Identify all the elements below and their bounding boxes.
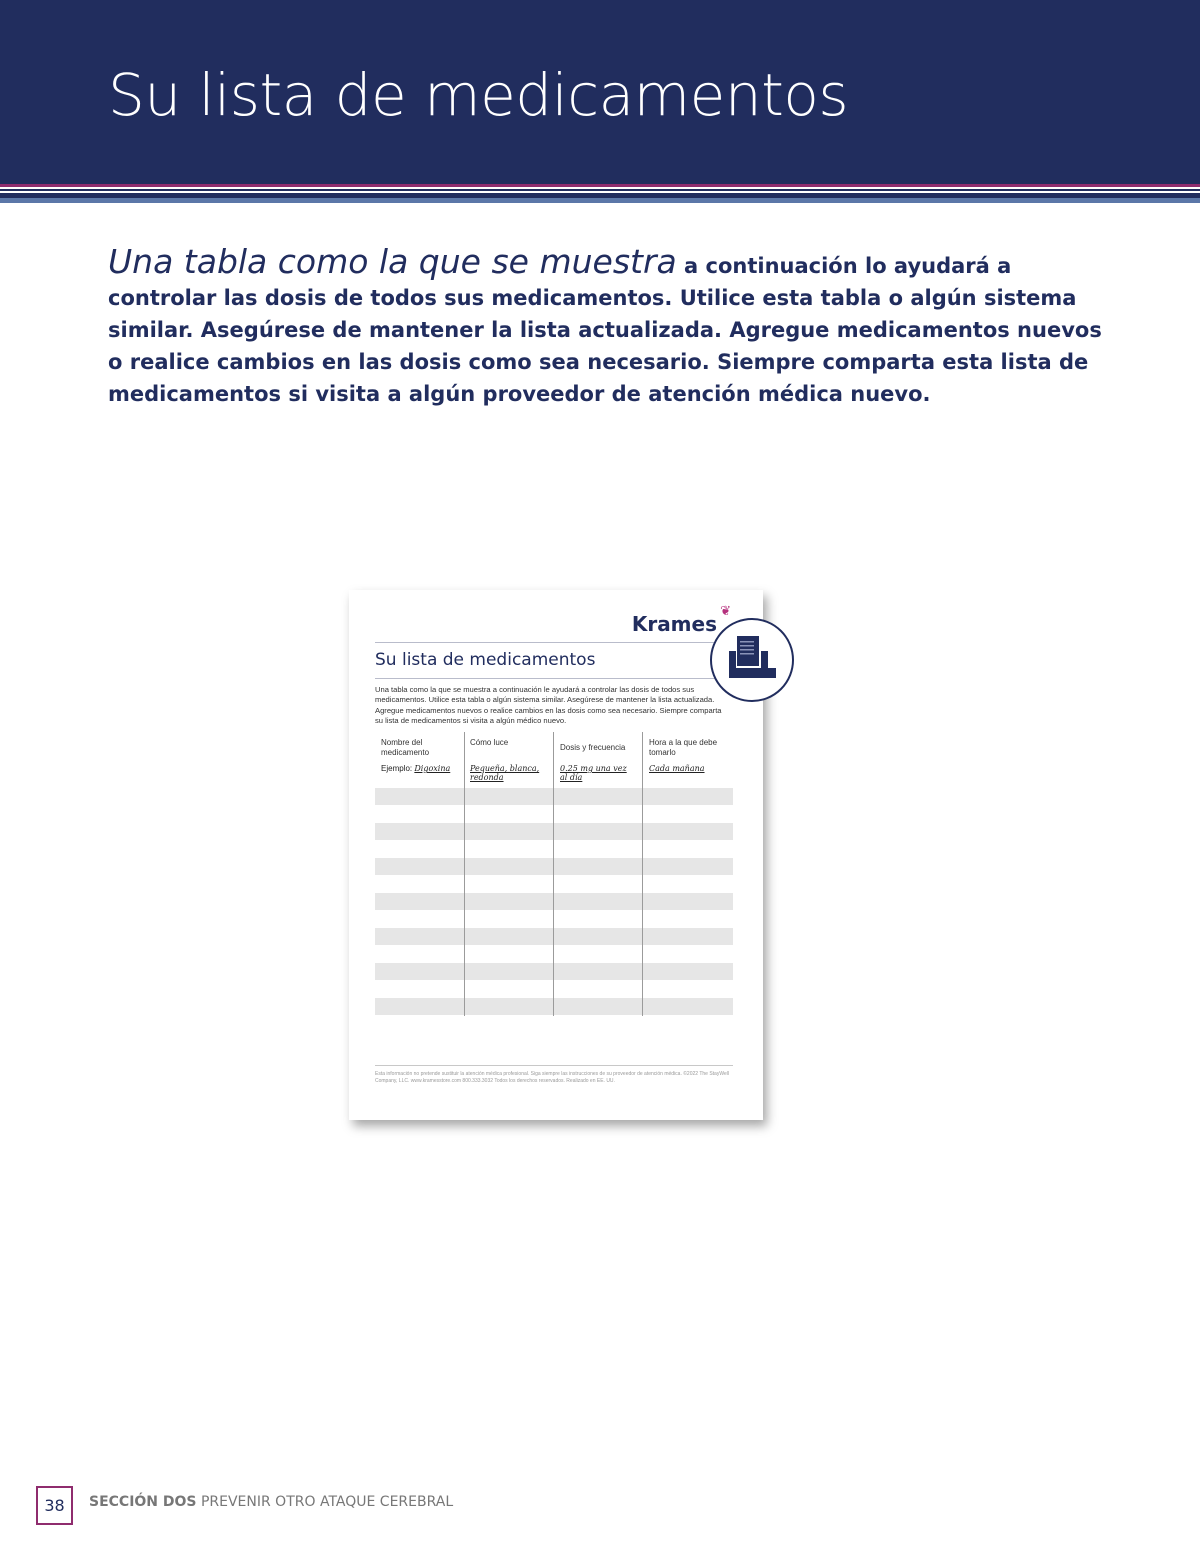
section-footer: SECCIÓN DOS PREVENIR OTRO ATAQUE CEREBRAL [89,1494,454,1510]
thumbnail-footer: Esta información no pretende sustituir la atención médica profesional. Siga siempre las instrucciones de su proveedor de atención médica. ©2022 The StayWell Company, LLC. www.kramesstore.com 800.333.3032 Todos los derechos reservados. Realizado en EE. UU. [375,1071,729,1084]
column-divider [642,732,643,1016]
column-header: Cómo luce [470,738,509,747]
table-row [375,998,733,1015]
column-header: Hora a la que debe tomarlo [649,738,718,757]
example-cell: Pequeña, blanca, redonda [470,764,540,782]
intro-lead: Una tabla como la que se muestra [108,242,677,281]
example-cell: Cada mañana [649,764,705,773]
table-row [375,893,733,910]
intro-body: a continuación lo ayudará a controlar las dosis de todos sus medicamentos. Utilice esta tabla o algún sistema similar. Asegúrese de mantener la lista actualizada. Agregue medicamentos nuevos o realice cambios en las dosis como sea necesario. Siempre comparta esta lista de medicamentos si visita a algún proveedor de atención médica nuevo. [108,254,1102,406]
page-title: Su lista de medicamentos [108,61,849,129]
divider [375,642,741,643]
example-cell: Ejemplo: Digoxina [381,764,451,773]
header-stripe [0,184,1200,187]
page-header [0,0,1200,184]
page-number: 38 [36,1486,73,1525]
table-row [375,928,733,945]
header-stripe [0,189,1200,191]
thumbnail-text: Una tabla como la que se muestra a continuación le ayudará a controlar las dosis de todos sus medicamentos. Utilice esta tabla o algún sistema similar. Asegúrese de mantener la lista actualizada. Agregue medicamentos nuevos o realice cambios en las dosis como sea necesario. Siempre comparta su lista de medicamentos si visita a algún médico nuevo. [375,685,722,726]
divider [375,1065,733,1066]
example-cell: 0.25 mg una vez al día [560,764,627,782]
column-header: Nombre del medicamento [381,738,430,757]
column-header: Dosis y frecuencia [560,743,626,752]
printer-icon[interactable] [710,618,794,702]
table-row [375,858,733,875]
krames-logo: Krames ❦ [631,604,731,636]
table-row [375,823,733,840]
table-row [375,963,733,980]
column-divider [553,732,554,1016]
bird-icon: ❦ [720,604,731,619]
thumbnail-title: Su lista de medicamentos [375,650,596,670]
divider [375,678,741,679]
column-divider [464,732,465,1016]
table-row [375,788,733,805]
intro-paragraph [108,242,1108,410]
header-stripe [0,198,1200,203]
medication-list-thumbnail[interactable] [349,590,763,1120]
